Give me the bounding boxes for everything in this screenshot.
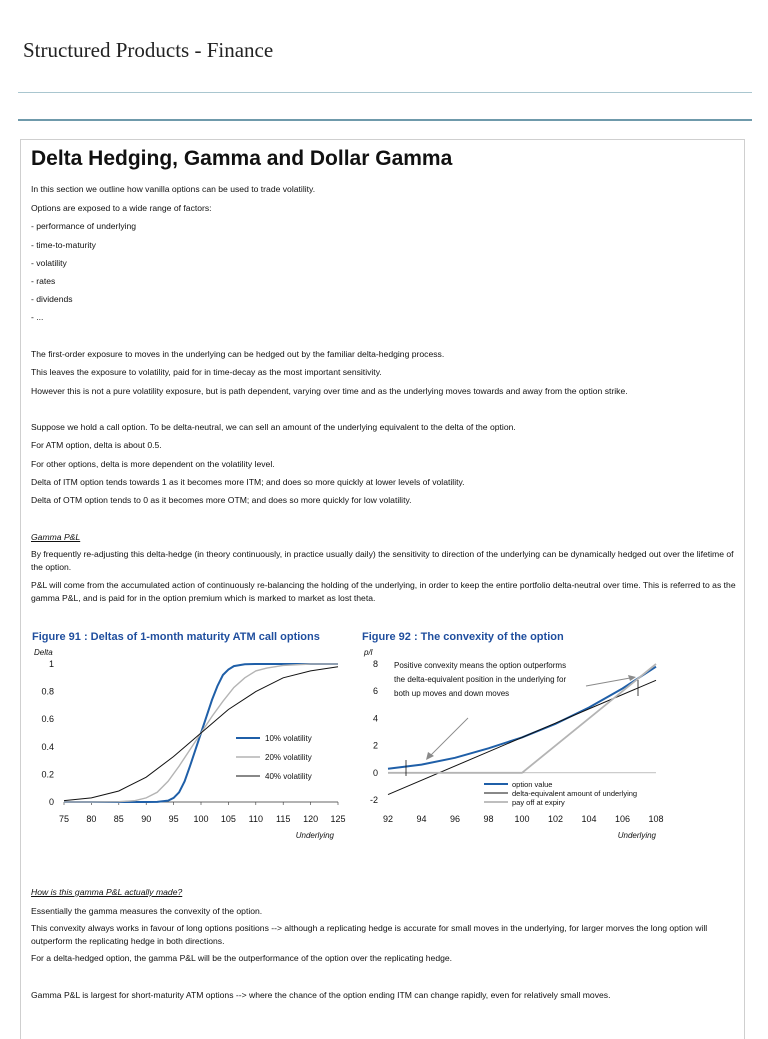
list-item: - dividends <box>31 294 73 304</box>
paragraph: By frequently re-adjusting this delta-hedge (in theory continuously, in practice usually daily) the sensitivity to direction of the underlying can be dynamically hedged out over the lifetime of the option. <box>31 549 734 572</box>
figure-92-chart <box>358 626 698 846</box>
legend-label: option value <box>512 780 553 789</box>
content-divider <box>18 119 752 121</box>
paragraph: For a delta-hedged option, the gamma P&L will be the outperformance of the option over the replicating hedge. <box>31 953 453 963</box>
x-tick-label: 104 <box>581 814 597 824</box>
annotation-text: Positive convexity means the option outperforms <box>394 661 567 670</box>
x-tick-label: 115 <box>276 814 291 824</box>
list-item: - rates <box>31 276 56 286</box>
paragraph: Suppose we hold a call option. To be delta-neutral, we can sell an amount of the underlying equivalent to the delta of the option. <box>31 422 516 432</box>
paragraph: This convexity always works in favour of long options positions --> although a replicating hedge is accurate for small moves in the underlying, for larger morves the long option will outperform the replicating hedge in both directions. <box>31 923 708 946</box>
paragraph: This leaves the exposure to volatility, paid for in time-decay as the most important sensitivity. <box>31 367 382 377</box>
x-tick-label: 100 <box>514 814 530 824</box>
legend-label: delta-equivalent amount of underlying <box>512 789 638 798</box>
legend-label: pay off at expiry <box>512 798 565 807</box>
x-tick-label: 106 <box>614 814 631 824</box>
x-tick-label: 95 <box>168 814 179 824</box>
paragraph: P&L will come from the accumulated action of continuously re-balancing the holding of the underlying, in order to keep the entire portfolio delta-neutral over time. This is referred to as the gamma P&L, and is paid for in the option premium which is marked to market as lost theta. <box>31 580 736 603</box>
x-axis-label: Underlying <box>617 831 656 840</box>
x-tick-label: 94 <box>416 814 427 824</box>
x-tick-label: 92 <box>382 814 394 824</box>
y-tick-label: 4 <box>372 713 378 724</box>
x-tick-label: 125 <box>330 814 346 824</box>
x-tick-label: 75 <box>58 814 70 824</box>
x-tick-label: 85 <box>113 814 124 824</box>
annotation-arrow <box>586 678 630 686</box>
legend-label: 10% volatility <box>265 734 312 743</box>
paragraph: The first-order exposure to moves in the underlying can be hedged out by the familiar delta-hedging process. <box>31 349 445 359</box>
x-tick-label: 96 <box>449 814 461 824</box>
section-heading-gamma: Gamma P&L <box>31 532 81 542</box>
legend-label: 40% volatility <box>265 772 312 781</box>
x-tick-label: 98 <box>483 814 494 824</box>
paragraph: Essentially the gamma measures the convexity of the option. <box>31 906 263 916</box>
chart-title: Figure 92 : The convexity of the option <box>362 631 564 643</box>
y-tick-label: 0.6 <box>41 714 54 725</box>
y-tick-label: 0.2 <box>41 769 54 780</box>
x-tick-label: 90 <box>141 814 152 824</box>
paragraph: For other options, delta is more dependent on the volatility level. <box>31 459 275 469</box>
paragraph: Options are exposed to a wide range of factors: <box>31 203 212 213</box>
x-tick-label: 102 <box>547 814 564 824</box>
x-tick-label: 100 <box>193 814 209 824</box>
figure-91-chart <box>28 626 348 846</box>
x-tick-label: 80 <box>86 814 97 824</box>
x-tick-label: 110 <box>248 814 263 824</box>
y-tick-label: 0.4 <box>41 741 54 752</box>
section-heading-howmade: How is this gamma P&L actually made? <box>31 887 183 897</box>
legend-label: 20% volatility <box>265 753 312 762</box>
header-divider <box>18 92 752 93</box>
annotation-arrow <box>430 718 468 756</box>
list-item: - time-to-maturity <box>31 240 96 250</box>
site-title[interactable]: Structured Products - Finance <box>23 38 274 62</box>
y-tick-label: 8 <box>372 659 378 669</box>
x-tick-label: 120 <box>303 814 319 824</box>
paragraph: For ATM option, delta is about 0.5. <box>31 440 162 450</box>
y-tick-label: 0.8 <box>41 686 54 697</box>
x-tick-label: 105 <box>220 814 236 824</box>
paragraph: In this section we outline how vanilla options can be used to trade volatility. <box>31 184 316 194</box>
list-item: - performance of underlying <box>31 221 137 231</box>
y-tick-label: 0 <box>48 797 54 807</box>
list-item: - ... <box>31 312 44 322</box>
paragraph: Delta of OTM option tends to 0 as it becomes more OTM; and does so more quickly for low volatility. <box>31 495 412 505</box>
x-axis-label: Underlying <box>295 831 334 840</box>
annotation-text: both up moves and down moves <box>394 689 510 698</box>
chart-title: Figure 91 : Deltas of 1-month maturity ATM call options <box>32 631 320 643</box>
y-tick-label: 1 <box>48 659 54 669</box>
y-axis-label: Delta <box>34 648 53 657</box>
y-axis-label: p/l <box>364 648 373 657</box>
y-tick-label: 0 <box>372 767 378 778</box>
paragraph: However this is not a pure volatility exposure, but is path dependent, varying over time and as the underlying moves towards and away from the option strike. <box>31 386 628 396</box>
paragraph: Delta of ITM option tends towards 1 as it becomes more ITM; and does so more quickly at lower levels of volatility. <box>31 477 465 487</box>
annotation-text: the delta-equivalent position in the underlying for <box>394 675 567 684</box>
paragraph: Gamma P&L is largest for short-maturity ATM options --> where the chance of the option ending ITM can change rapidly, even for relatively small moves. <box>31 990 611 1000</box>
document-title: Delta Hedging, Gamma and Dollar Gamma <box>31 147 453 170</box>
y-tick-label: 2 <box>372 740 378 751</box>
list-item: - volatility <box>31 258 67 268</box>
y-tick-label: -2 <box>369 795 378 805</box>
y-tick-label: 6 <box>372 686 378 697</box>
x-tick-label: 108 <box>648 814 664 824</box>
